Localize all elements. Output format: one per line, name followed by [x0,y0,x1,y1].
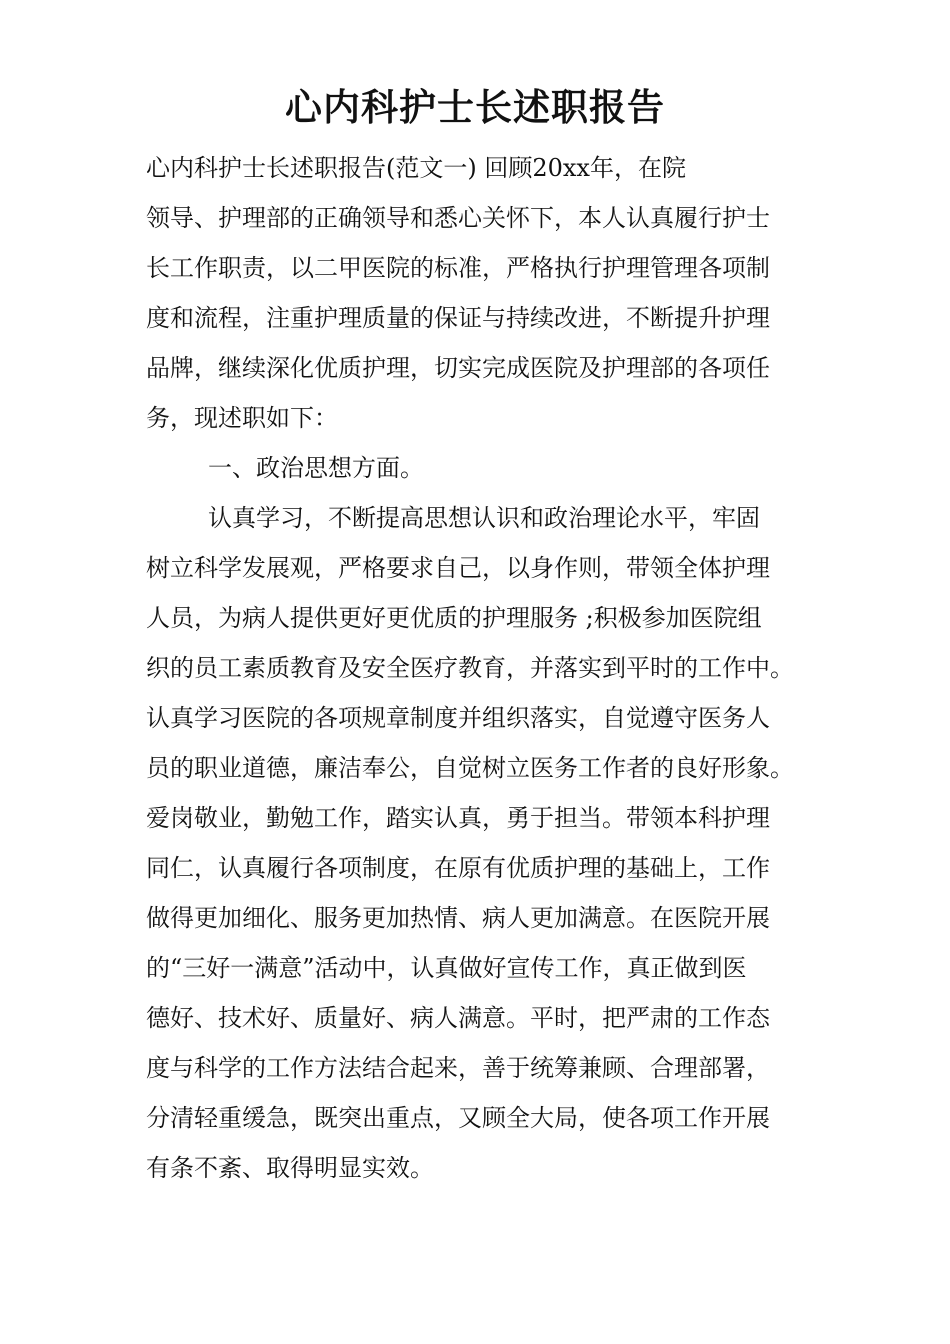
text-line: 织的员工素质教育及安全医疗教育，并落实到平时的工作中。 [146,654,794,682]
text-line: 德好、技术好、质量好、病人满意。平时，把严肃的工作态 [146,1004,770,1032]
text-line: 度与科学的工作方法结合起来，善于统筹兼顾、合理部署， [146,1054,770,1082]
text-line: 做得更加细化、服务更加热情、病人更加满意。在医院开展 [146,904,770,932]
document-title: 心内科护士长述职报告 [285,85,665,129]
text-line: 分清轻重缓急，既突出重点，又顾全大局，使各项工作开展 [146,1104,770,1132]
text-line: 树立科学发展观，严格要求自己，以身作则，带领全体护理 [146,554,770,582]
text-line: 务，现述职如下： [146,404,338,432]
text-line: 有条不紊、取得明显实效。 [146,1154,434,1182]
text-line: 人员，为病人提供更好更优质的护理服务 ;积极参加医院组 [146,604,762,632]
text-line: 品牌，继续深化优质护理，切实完成医院及护理部的各项任 [146,354,770,382]
text-line: 领导、护理部的正确领导和悉心关怀下，本人认真履行护士 [146,204,770,232]
text-line: 一、政治思想方面。 [208,454,424,482]
text-line: 的“三好一满意”活动中，认真做好宣传工作，真正做到医 [146,954,747,982]
text-line: 心内科护士长述职报告(范文一) 回顾20xx年，在院 [146,154,686,182]
text-line: 度和流程，注重护理质量的保证与持续改进，不断提升护理 [146,304,770,332]
text-line: 长工作职责，以二甲医院的标准，严格执行护理管理各项制 [146,254,770,282]
text-line: 认真学习医院的各项规章制度并组织落实，自觉遵守医务人 [146,704,770,732]
text-line: 员的职业道德，廉洁奉公，自觉树立医务工作者的良好形象。 [146,754,794,782]
text-line: 同仁，认真履行各项制度，在原有优质护理的基础上，工作 [146,854,770,882]
text-line: 爱岗敬业，勤勉工作，踏实认真，勇于担当。带领本科护理 [146,804,770,832]
text-line: 认真学习，不断提高思想认识和政治理论水平，牢固 [208,504,760,532]
